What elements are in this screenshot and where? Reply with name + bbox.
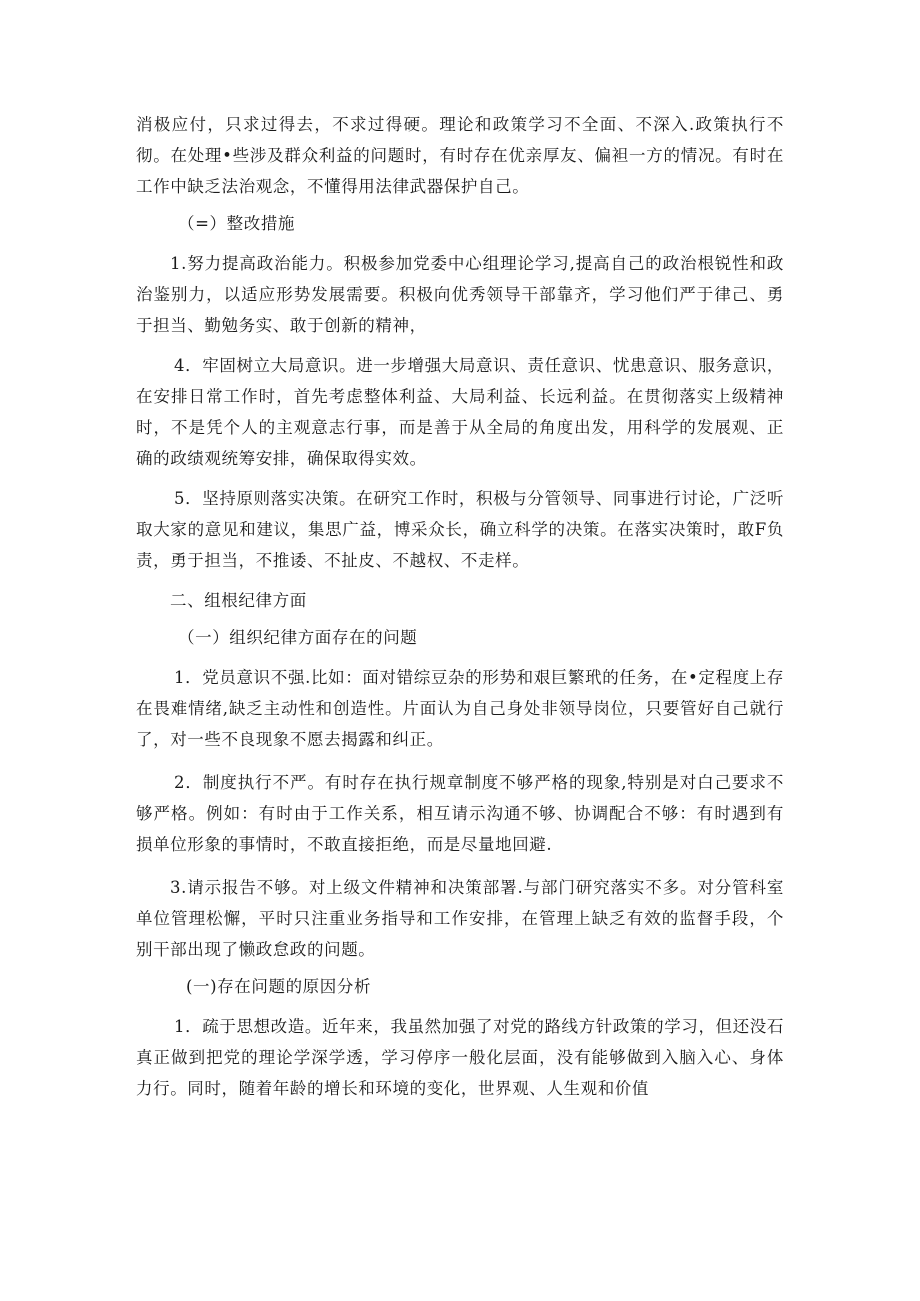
paragraph-cause-1: 1．疏于思想改造。近年来，我虽然加强了对党的路线方针政策的学习，但还没石真正做到把党的理论学深学透，学习停序一般化层面，没有能够做到入脑入心、身体力行。同时，随着年龄的增长和环境的变化，世界观、人生观和价值 (136, 1017, 784, 1098)
section-heading-organization-discipline: 二、组根纪律方面 (170, 591, 307, 610)
document-body (136, 109, 784, 1104)
subheading-cause-analysis: (一)存在问题的原因分析 (186, 977, 372, 996)
subheading-discipline-problems: （一）组织纪律方面存在的问题 (178, 628, 418, 647)
paragraph-item-5: 5．坚持原则落实决策。在研究工作时，积极与分管领导、同事进行讨论，广泛听取大家的意见和建议，集思广益，博采众长，确立科学的决策。在落实决策时，敢F负责，勇于担当，不推诿、不扯皮、不越权、不走样。 (136, 489, 784, 570)
paragraph-problem-2: 2．制度执行不严。有时存在执行规章制度不够严格的现象,特别是对白己要求不够严格。例如：有时由于工作关系，相互请示沟通不够、协调配合不够：有时遇到有损单位形象的事情时，不敢直接拒绝，而是尽量地回避. (136, 773, 784, 854)
paragraph-item-4: 4．牢固树立大局意识。进一步增强大局意识、责任意识、忧患意识、服务意识，在安排日常工作时，首先考虑整体利益、大局利益、长远利益。在贯彻落实上级精神时，不是凭个人的主观意志行事，而是善于从全局的角度出发，用科学的发展观、正确的政绩观统筹安排，确保取得实效。 (136, 356, 784, 468)
paragraph-problem-1: 1．党员意识不强.比如：面对错综豆杂的形势和艰巨繁玳的任务，在•定程度上存在畏难情绪,缺乏主动性和创造性。片面认为自己身处非领导岗位，只要管好自己就行了，对一些不良现象不愿去揭露和纠正。 (136, 668, 784, 749)
paragraph-item-1: 1.努力提高政治能力。积极参加党委中心组理论学习,提高自己的政治根锐性和政治鉴别力，以适应形势发展需要。积极向优秀领导干部靠齐，学习他们严于律己、勇于担当、勤勉务实、敢于创新的精神， (136, 254, 784, 335)
paragraph-continuation: 消极应付，只求过得去，不求过得硬。理论和政策学习不全面、不深入.政策执行不彻。在处理•些涉及群众利益的问题时，有时存在优亲厚友、偏袒一方的情况。有时在工作中缺乏法治观念，不懂得用法律武器保护自己。 (136, 115, 784, 196)
paragraph-problem-3: 3.请示报告不够。对上级文件精神和决策部署.与部门研究落实不多。对分管科室单位管理松懈，平时只注重业务指导和工作安排，在管理上缺乏有效的监督手段，个别干部出现了懒政怠政的问题。 (136, 878, 784, 959)
subheading-rectification-measures: （=）整改措施 (178, 214, 296, 233)
